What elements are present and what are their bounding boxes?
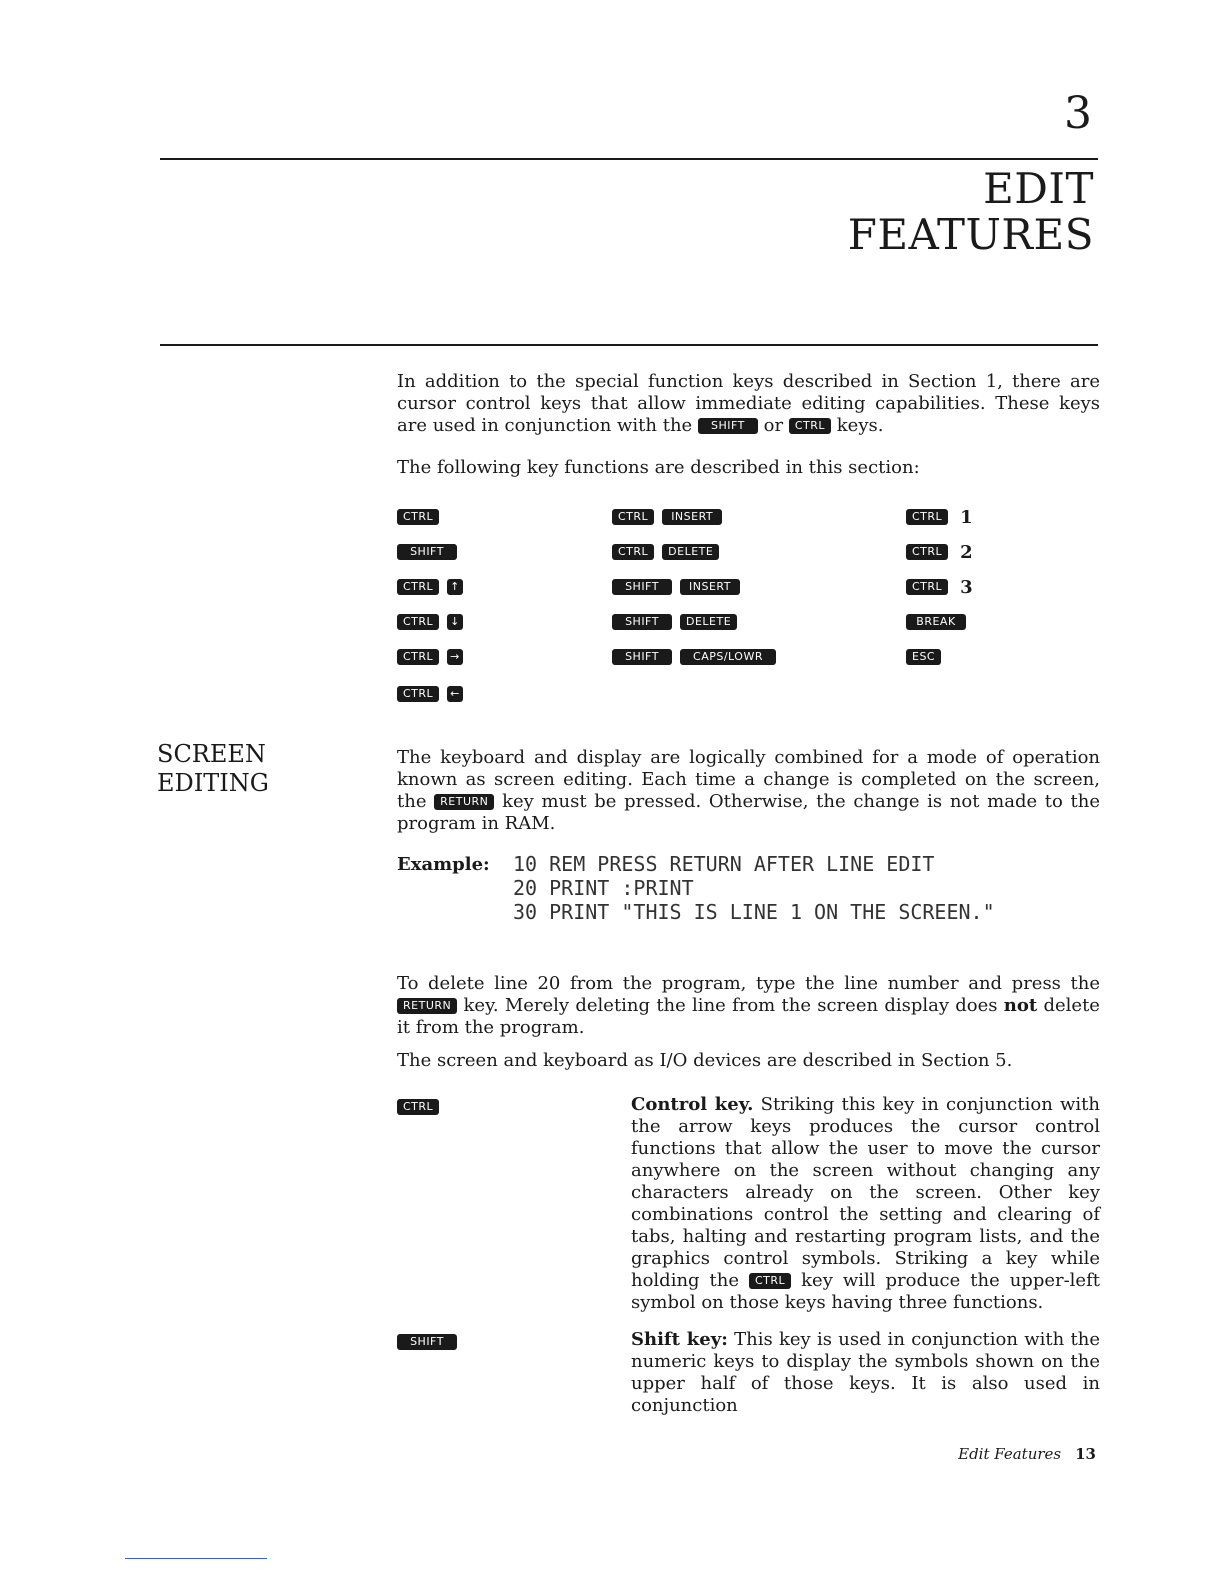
delete-line-paragraph: To delete line 20 from the program, type the line number and press the RETURN key. Merely deleting the line from the screen display does not delete it from the program. bbox=[397, 973, 1100, 1038]
shift-key: SHIFT bbox=[612, 649, 672, 665]
ctrl-key: CTRL bbox=[397, 614, 439, 630]
key-list-col1 bbox=[397, 507, 463, 704]
shift-definition: Shift key: This key is used in conjunction with the numeric keys to display the symbols shown on the upper half of those keys. It is also used in conjunction bbox=[631, 1329, 1100, 1416]
up-arrow-icon: ↑ bbox=[447, 579, 463, 595]
return-key: RETURN bbox=[434, 794, 494, 810]
ctrl-key: CTRL bbox=[397, 509, 439, 525]
insert-key: INSERT bbox=[662, 509, 722, 525]
chapter-title bbox=[848, 166, 1094, 258]
chapter-number: 3 bbox=[1064, 88, 1092, 139]
screen-editing-paragraph: The keyboard and display are logically combined for a mode of operation known as screen editing. Each time a change is completed on the screen, the RETURN key must be pressed. Otherwise, the change is not made to the program in RAM. bbox=[397, 747, 1100, 834]
delete-key: DELETE bbox=[680, 614, 737, 630]
return-key: RETURN bbox=[397, 998, 457, 1014]
ctrl-key: CTRL bbox=[906, 509, 948, 525]
top-rule bbox=[160, 158, 1098, 160]
digit-3: 3 bbox=[960, 576, 973, 598]
shift-key: SHIFT bbox=[612, 579, 672, 595]
shift-key: SHIFT bbox=[397, 1334, 457, 1350]
code-line: 10 REM PRESS RETURN AFTER LINE EDIT bbox=[513, 852, 935, 876]
footer-title: Edit Features bbox=[958, 1445, 1062, 1463]
ctrl-key: CTRL bbox=[612, 509, 654, 525]
key-list-col3 bbox=[906, 507, 973, 667]
ctrl-key: CTRL bbox=[612, 544, 654, 560]
ctrl-key: CTRL bbox=[789, 418, 831, 434]
digit-1: 1 bbox=[960, 506, 973, 528]
ctrl-key: CTRL bbox=[397, 579, 439, 595]
bottom-divider bbox=[125, 1558, 267, 1559]
io-devices-text: The screen and keyboard as I/O devices are described in Section 5. bbox=[397, 1050, 1013, 1071]
shift-definition-key bbox=[397, 1331, 457, 1350]
ctrl-key: CTRL bbox=[906, 544, 948, 560]
left-arrow-icon: ← bbox=[447, 686, 463, 702]
section-rule bbox=[160, 344, 1098, 346]
ctrl-key: CTRL bbox=[397, 649, 439, 665]
example-label: Example: bbox=[397, 854, 490, 875]
code-line: 20 PRINT :PRINT bbox=[513, 876, 694, 900]
intro-paragraph: In addition to the special function keys described in Section 1, there are cursor control keys that allow immediate editing capabilities. These keys are used in conjunction with the SHIFT or CTRL keys. bbox=[397, 371, 1100, 436]
key-list-col2 bbox=[612, 507, 776, 667]
caps-lowr-key: CAPS/LOWR bbox=[680, 649, 776, 665]
ctrl-definition: Control key. Striking this key in conjunction with the arrow keys produces the cursor control functions that allow the user to move the cursor anywhere on the screen without changing any characters already on the screen. Other key combinations control the setting and clearing of tabs, halting and restarting program lists, and the graphics control symbols. Striking a key while holding the CTRL key will produce the upper-left symbol on those keys having three functions. bbox=[631, 1094, 1100, 1313]
ctrl-key: CTRL bbox=[397, 686, 439, 702]
shift-key: SHIFT bbox=[698, 418, 758, 434]
ctrl-key: CTRL bbox=[397, 1099, 439, 1115]
insert-key: INSERT bbox=[680, 579, 740, 595]
digit-2: 2 bbox=[960, 541, 973, 563]
page-number: 13 bbox=[1075, 1445, 1096, 1463]
chapter-title-line1: EDIT bbox=[983, 164, 1094, 213]
page-footer bbox=[958, 1445, 1096, 1463]
ctrl-key: CTRL bbox=[749, 1273, 791, 1289]
code-example bbox=[513, 852, 995, 924]
code-line: 30 PRINT "THIS IS LINE 1 ON THE SCREEN." bbox=[513, 900, 995, 924]
chapter-title-line2: FEATURES bbox=[847, 210, 1094, 259]
shift-key: SHIFT bbox=[612, 614, 672, 630]
right-arrow-icon: → bbox=[447, 649, 463, 665]
delete-key: DELETE bbox=[662, 544, 719, 560]
following-text: The following key functions are described in this section: bbox=[397, 457, 920, 478]
section-heading-screen-editing: SCREEN EDITING bbox=[157, 740, 269, 797]
ctrl-key: CTRL bbox=[906, 579, 948, 595]
break-key: BREAK bbox=[906, 614, 966, 630]
ctrl-definition-key bbox=[397, 1096, 439, 1115]
shift-key: SHIFT bbox=[397, 544, 457, 560]
esc-key: ESC bbox=[906, 649, 941, 665]
down-arrow-icon: ↓ bbox=[447, 614, 463, 630]
